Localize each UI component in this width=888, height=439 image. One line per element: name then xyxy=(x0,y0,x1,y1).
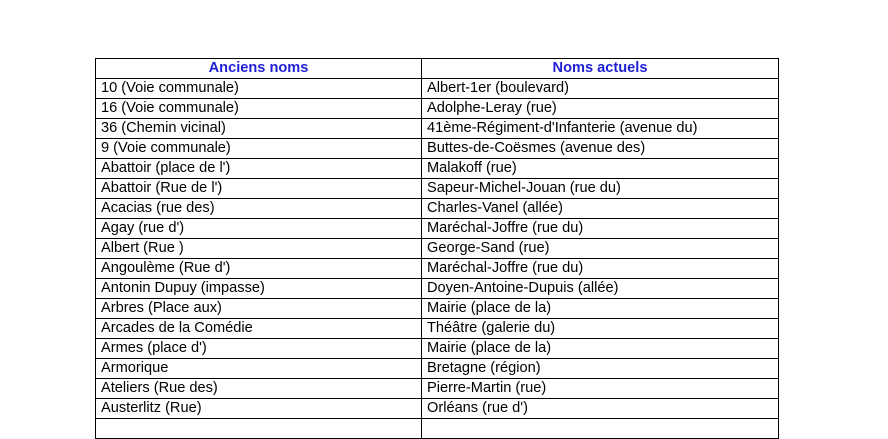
table-row xyxy=(96,299,779,319)
table-row xyxy=(96,119,779,139)
current-name-cell: Adolphe-Leray (rue) xyxy=(422,99,779,119)
old-name-cell: 10 (Voie communale) xyxy=(96,79,422,99)
current-name-cell: Maréchal-Joffre (rue du) xyxy=(422,259,779,279)
table-row xyxy=(96,79,779,99)
current-name-cell: George-Sand (rue) xyxy=(422,239,779,259)
table-row xyxy=(96,259,779,279)
current-name-cell: 41ème-Régiment-d'Infanterie (avenue du) xyxy=(422,119,779,139)
current-name-cell: Pierre-Martin (rue) xyxy=(422,379,779,399)
old-name-cell: Armes (place d') xyxy=(96,339,422,359)
table-row xyxy=(96,339,779,359)
old-name-cell: 36 (Chemin vicinal) xyxy=(96,119,422,139)
table-row xyxy=(96,239,779,259)
current-name-cell: Théâtre (galerie du) xyxy=(422,319,779,339)
old-name-cell: Agay (rue d') xyxy=(96,219,422,239)
current-name-cell: Malakoff (rue) xyxy=(422,159,779,179)
current-name-cell: Maréchal-Joffre (rue du) xyxy=(422,219,779,239)
old-name-cell: Abattoir (place de l') xyxy=(96,159,422,179)
current-name-cell: Albert-1er (boulevard) xyxy=(422,79,779,99)
current-name-cell: Mairie (place de la) xyxy=(422,299,779,319)
old-name-cell: Albert (Rue ) xyxy=(96,239,422,259)
table-row xyxy=(96,359,779,379)
old-name-cell: Abattoir (Rue de l') xyxy=(96,179,422,199)
old-name-cell: Armorique xyxy=(96,359,422,379)
current-name-cell: Orléans (rue d') xyxy=(422,399,779,419)
old-name-cell: Acacias (rue des) xyxy=(96,199,422,219)
old-name-cell: 9 (Voie communale) xyxy=(96,139,422,159)
old-name-cell: Austerlitz (Rue) xyxy=(96,399,422,419)
column-header-old-names: Anciens noms xyxy=(96,59,422,79)
old-name-cell: Arbres (Place aux) xyxy=(96,299,422,319)
table-row xyxy=(96,219,779,239)
current-name-cell: Sapeur-Michel-Jouan (rue du) xyxy=(422,179,779,199)
old-name-cell: Angoulème (Rue d') xyxy=(96,259,422,279)
current-name-cell: Mairie (place de la) xyxy=(422,339,779,359)
current-name-cell: Charles-Vanel (allée) xyxy=(422,199,779,219)
table-row xyxy=(96,379,779,399)
table-row xyxy=(96,179,779,199)
table-row xyxy=(96,139,779,159)
table-row xyxy=(96,319,779,339)
table-row xyxy=(96,199,779,219)
column-header-current-names: Noms actuels xyxy=(422,59,779,79)
old-name-cell: Ateliers (Rue des) xyxy=(96,379,422,399)
old-name-cell: Arcades de la Comédie xyxy=(96,319,422,339)
table-row xyxy=(96,99,779,119)
table-row xyxy=(96,159,779,179)
street-names-table xyxy=(95,58,779,439)
table-header-row xyxy=(96,59,779,79)
table-row xyxy=(96,279,779,299)
old-name-cell: 16 (Voie communale) xyxy=(96,99,422,119)
current-name-cell: Buttes-de-Coësmes (avenue des) xyxy=(422,139,779,159)
table-row xyxy=(96,399,779,419)
current-name-cell: Bretagne (région) xyxy=(422,359,779,379)
current-name-cell: Doyen-Antoine-Dupuis (allée) xyxy=(422,279,779,299)
old-name-cell: Antonin Dupuy (impasse) xyxy=(96,279,422,299)
